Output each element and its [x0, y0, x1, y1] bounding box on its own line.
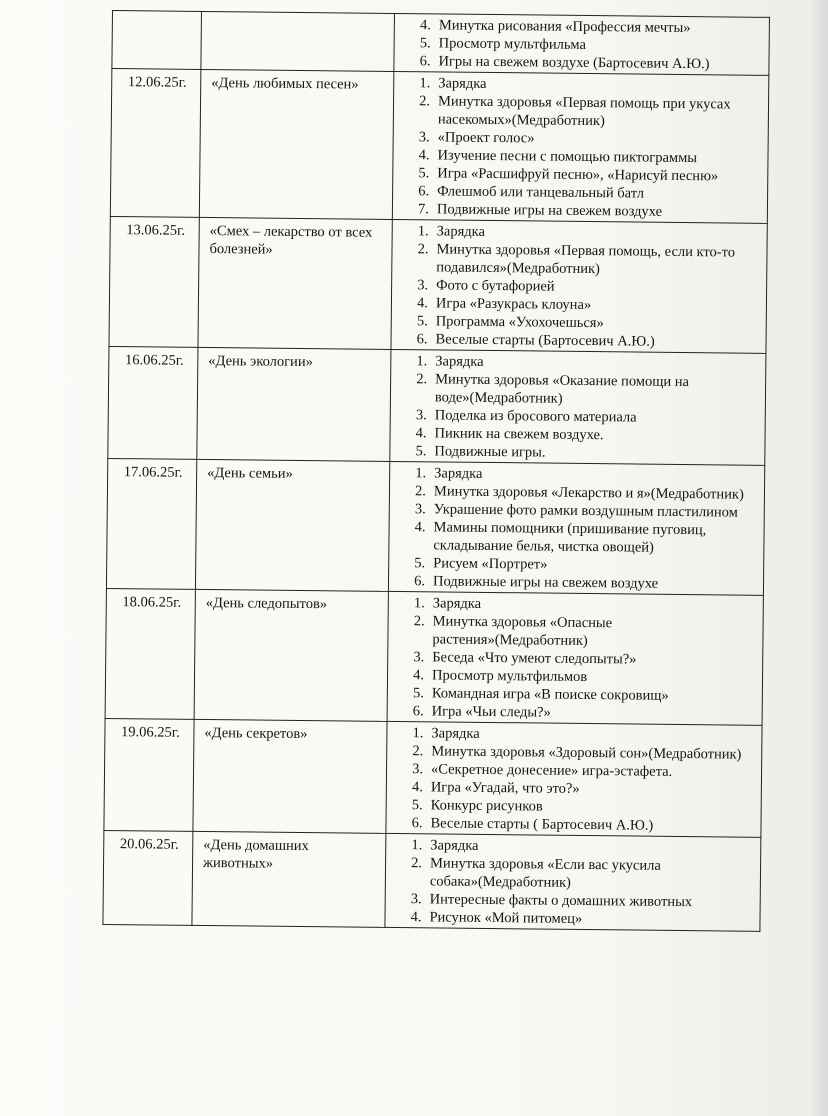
activity-text: Веселые старты ( Бартосевич А.Ю.): [430, 815, 654, 834]
activity-number: 6.: [416, 331, 428, 348]
activity-text: Командная игра «В поиске сокровищ»: [431, 685, 669, 704]
schedule-row: [109, 216, 767, 353]
activity-number: 4.: [410, 909, 422, 926]
activity-number: 6.: [419, 53, 431, 70]
activity-number: 4.: [415, 425, 427, 442]
activity-number: 5.: [411, 797, 423, 814]
activity-number: 1.: [413, 595, 425, 612]
activity-item: [404, 92, 764, 132]
activities-cell: [390, 349, 766, 465]
activity-text: Зарядка: [432, 595, 482, 612]
activity-text: Подвижные игры на свежем воздухе: [436, 201, 663, 220]
activity-text: Рисунок «Мой питомец»: [429, 909, 583, 927]
activity-item: [395, 908, 755, 930]
activity-text: Просмотр мультфильмов: [431, 667, 588, 686]
activity-text: Просмотр мультфильма: [438, 35, 587, 53]
activity-number: 2.: [417, 241, 429, 258]
activity-number: 4.: [418, 147, 430, 164]
activity-text: Игры на свежем воздухе (Бартосевич А.Ю.): [438, 53, 710, 73]
schedule-row: [105, 588, 763, 725]
activity-item: [396, 814, 756, 836]
date-cell: 16.06.25г.: [108, 346, 198, 459]
date-cell: 12.06.25г.: [110, 69, 201, 218]
paper-edge-shadow: [810, 0, 828, 1116]
activity-text: Минутка здоровья «Оказание помощи на воде»(Медработник): [434, 371, 690, 407]
day-title-cell: «День домашних животных»: [192, 831, 386, 927]
activity-number: 4.: [416, 295, 429, 312]
activity-item: [404, 52, 764, 74]
activities-cell: [388, 461, 764, 595]
activity-text: Беседа «Что умеют следопыты?»: [432, 649, 637, 668]
activity-list: [398, 594, 759, 724]
date-cell: 17.06.25г.: [106, 458, 196, 589]
activity-item: [403, 200, 763, 222]
activity-item: [399, 572, 759, 594]
activity-text: Минутка здоровья «Опасные растения»(Медработник): [432, 613, 613, 650]
activity-item: [402, 240, 762, 280]
activity-text: Изучение песни с помощью пиктограммы: [437, 147, 698, 167]
activity-text: Конкурс рисунков: [430, 797, 543, 815]
activity-text: Минутка здоровья «Здоровый сон»(Медработник): [431, 743, 742, 763]
activity-list: [395, 836, 756, 930]
activities-cell: [386, 721, 762, 837]
activity-number: 1.: [415, 465, 427, 482]
day-title-cell: [201, 11, 395, 71]
schedule-sheet: [102, 10, 770, 932]
activity-number: 4.: [414, 519, 426, 536]
schedule-row: [103, 830, 761, 931]
activity-text: Веселые старты (Бартосевич А.Ю.): [435, 331, 655, 350]
activity-number: 5.: [419, 35, 431, 52]
activity-text: Минутка здоровья «Если вас укусила собака»(Медработник): [429, 855, 661, 891]
day-title-cell: «День любимых песен»: [199, 69, 394, 219]
activity-text: Зарядка: [438, 75, 487, 92]
activity-number: 3.: [413, 649, 425, 666]
activity-number: 1.: [411, 837, 423, 854]
activity-text: Фото с бутафорией: [436, 277, 555, 295]
activity-number: 2.: [412, 743, 424, 760]
activity-number: 1.: [419, 75, 431, 92]
date-cell: 13.06.25г.: [109, 216, 199, 347]
activity-number: 5.: [418, 165, 430, 182]
date-cell: 18.06.25г.: [105, 588, 195, 719]
activity-text: Рисуем «Портрет»: [433, 555, 548, 573]
activity-number: 4.: [419, 17, 431, 34]
activity-text: Программа «Ухохочешься»: [435, 313, 604, 332]
date-cell: 20.06.25г.: [103, 830, 193, 925]
activity-text: Украшение фото рамки воздушным пластилином: [433, 501, 738, 521]
schedule-row: [106, 458, 764, 595]
schedule-row: [112, 11, 770, 76]
day-title-cell: «День экологии»: [197, 347, 391, 461]
date-cell: [112, 11, 202, 70]
activity-text: Зарядка: [430, 837, 479, 854]
schedule-row: [108, 346, 766, 465]
schedule-table: [102, 10, 770, 932]
activity-number: 7.: [417, 201, 430, 218]
activity-number: 4.: [411, 779, 423, 796]
activity-number: 3.: [410, 891, 422, 908]
activity-number: 1.: [417, 223, 429, 240]
activity-list: [403, 74, 764, 222]
activity-number: 3.: [414, 501, 426, 518]
activity-text: Интересные факты о домашних животных: [429, 891, 693, 911]
schedule-row: [104, 718, 762, 837]
day-title-cell: «День следопытов»: [194, 589, 388, 721]
activity-text: Пикник на свежем воздухе.: [434, 425, 604, 444]
day-title-cell: «День семьи»: [195, 459, 389, 591]
activity-number: 2.: [411, 855, 423, 872]
activity-text: Зарядка: [436, 223, 486, 240]
activity-number: 6.: [418, 183, 430, 200]
activity-text: Подвижные игры на свежем воздухе: [432, 573, 659, 592]
activity-item: [399, 518, 759, 558]
activity-item: [401, 330, 761, 352]
activity-list: [396, 724, 757, 836]
activities-cell: [392, 71, 769, 223]
activity-number: 2.: [413, 613, 425, 630]
activity-text: Мамины помощники (пришивание пуговиц, складывание белья, чистка овощей): [433, 519, 707, 556]
activity-number: 2.: [415, 483, 427, 500]
activity-text: Зарядка: [434, 465, 483, 482]
activity-number: 4.: [413, 667, 425, 684]
activity-text: «Секретное донесение» игра-эстафета.: [430, 761, 673, 780]
activity-number: 3.: [415, 407, 427, 424]
activity-list: [404, 16, 765, 74]
activity-text: Зарядка: [431, 725, 480, 742]
activity-text: Поделка из бросового материала: [434, 407, 637, 426]
activity-number: 1.: [416, 353, 428, 370]
activity-number: 2.: [419, 93, 431, 110]
activity-item: [401, 370, 761, 410]
activity-text: Минутка здоровья «Первая помощь, если кто-то подавился»(Медработник): [436, 241, 736, 278]
activity-number: 2.: [416, 371, 428, 388]
activity-text: Подвижные игры.: [434, 443, 546, 461]
activity-number: 5.: [412, 685, 424, 702]
activity-number: 6.: [411, 815, 423, 832]
activity-text: Минутка здоровья «Лекарство и я»(Медработник): [433, 483, 744, 503]
schedule-row: [110, 69, 769, 224]
activity-text: Игра «Угадай, что это?»: [430, 779, 580, 797]
activity-text: Игра «Разукрась клоуна»: [435, 295, 592, 314]
activity-number: 3.: [412, 761, 424, 778]
activity-text: Минутка здоровья «Первая помощь при укусах насекомых»(Медработник): [437, 93, 731, 130]
activity-number: 1.: [412, 725, 424, 742]
activity-number: 6.: [412, 703, 424, 720]
day-title-cell: «День секретов»: [193, 719, 387, 833]
date-cell: 19.06.25г.: [104, 718, 194, 831]
activities-cell: [394, 13, 770, 75]
activity-item: [400, 442, 760, 464]
activity-number: 3.: [417, 277, 429, 294]
activity-text: Игра «Чьи следы?»: [431, 703, 551, 721]
activity-text: Минутка рисования «Профессия мечты»: [438, 17, 691, 37]
activity-number: 6.: [414, 573, 426, 590]
activity-item: [398, 702, 758, 724]
activities-cell: [387, 591, 763, 725]
activities-cell: [385, 833, 761, 931]
activity-text: «Проект голос»: [437, 129, 535, 147]
activity-number: 5.: [416, 313, 428, 330]
activity-text: Игра «Расшифруй песню», «Нарисуй песню»: [437, 165, 719, 185]
activity-list: [400, 352, 761, 464]
activity-text: Зарядка: [435, 353, 484, 370]
activity-number: 3.: [418, 129, 430, 146]
activities-cell: [391, 219, 767, 353]
activity-item: [396, 854, 756, 894]
activity-item: [398, 612, 758, 652]
activity-number: 5.: [415, 443, 427, 460]
activity-list: [401, 222, 762, 352]
activity-list: [399, 464, 760, 594]
activity-text: Флешмоб или танцевальный батл: [437, 183, 645, 202]
day-title-cell: «Смех – лекарство от всех болезней»: [198, 217, 392, 349]
activity-number: 5.: [414, 555, 426, 572]
